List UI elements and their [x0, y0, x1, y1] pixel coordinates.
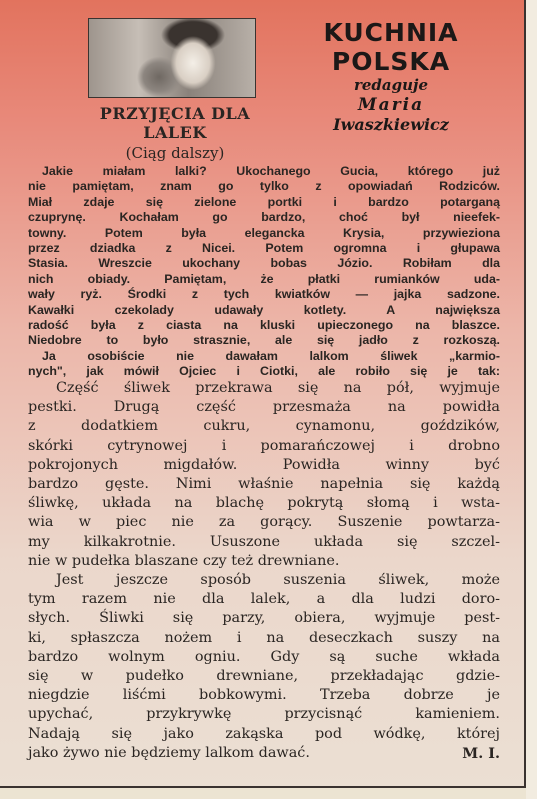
intro-line: radość była z ciasta na kluski upieczonego na blaszce.: [28, 318, 500, 333]
body-line: skórki cytrynowej i pomarańczowej i drobno: [28, 437, 500, 454]
column-title-line1: KUCHNIA: [323, 18, 459, 47]
body-line: Część śliwek przekrawa się na pół, wyjmuje: [56, 380, 500, 396]
intro-line: Stasia. Wreszcie ukochany bobas Józio. Robiłam dla: [28, 256, 500, 271]
page-edge: [526, 0, 537, 799]
body-line: z dodatkiem cukru, cynamonu, goździków,: [28, 418, 500, 435]
body-paragraph-2: [28, 571, 500, 590]
body-line: my kilkakrotnie. Ususzone układa się szczel-: [28, 533, 500, 550]
continued-note: (Ciąg dalszy): [125, 144, 225, 162]
intro-line: przez dziadka z Nicei. Potem ogromna i głupawa: [28, 241, 500, 256]
body-line: słych. Śliwki się parzy, obiera, wyjmuje pest-: [28, 610, 500, 627]
body-line: jako żywo nie będziemy lalkom dawać.: [28, 744, 310, 761]
author-initials: M. I.: [462, 744, 500, 762]
article-body: [28, 379, 500, 763]
body-line: upychać, przykrywkę przycisnąć kamieniem.: [28, 706, 500, 723]
intro-line: Jakie miałam lalki? Ukochanego Gucia, którego już: [42, 164, 500, 178]
body-paragraph-1: [28, 379, 500, 398]
body-line: bardzo wolnym ogniu. Gdy są suche wkłada: [28, 648, 500, 665]
body-line: nie w pudełka blaszane czy też drewniane.: [28, 552, 340, 569]
body-line: pokrojonych migdałów. Powidła winny być: [28, 456, 500, 473]
body-line: tym razem nie dla lalek, a dla ludzi doro-: [28, 591, 500, 608]
intro-line: nych", jak mówił Ojciec i Ciotki, ale robiło się je tak:: [28, 364, 500, 379]
headline-line2: LALEK: [143, 123, 207, 142]
column-title-line2: POLSKA: [331, 47, 451, 76]
column-masthead: [286, 18, 496, 135]
article-intro: [28, 164, 500, 380]
body-line: niegdzie liśćmi bobkowymi. Trzeba dobrze je: [28, 687, 500, 704]
body-line: pestki. Drugą część przesmaża na powidła: [28, 399, 500, 416]
intro-paragraph-2: [28, 349, 500, 364]
body-line: śliwkę, układa na blachę pokrytą słomą i wsta-: [28, 495, 500, 512]
intro-paragraph: [28, 164, 500, 179]
intro-line: nich obiady. Pamiętam, że płatki rumianków uda-: [28, 271, 500, 286]
author-photo: [88, 18, 256, 98]
intro-line: czuprynę. Kochałam go bardzo, choć był nieefek-: [28, 210, 500, 225]
intro-line: towny. Potem była elegancka Krysia, przywieziona: [28, 225, 500, 240]
body-line: się w pudełko drewniane, przekładając gdzie-: [28, 668, 500, 685]
intro-line: Kawałki czekolady udawały kotlety. A największa: [28, 302, 500, 317]
body-line: bardzo gęste. Nimi właśnie napełnia się każdą: [28, 476, 500, 493]
editor-first-name: Maria: [357, 95, 425, 115]
body-line: Jest jeszcze sposób suszenia śliwek, może: [56, 572, 500, 589]
intro-line: Miał zdaje się zielone portki i bardzo potarganą: [28, 194, 500, 209]
final-line: [28, 744, 500, 763]
article-headline: [70, 104, 280, 142]
intro-line: Niedobre to było strasznie, ale się jadło z rozkoszą.: [28, 333, 500, 348]
intro-line: wały ryż. Środki z tych kwiatków — jajka sadzone.: [28, 287, 500, 302]
edited-by-label: redaguje: [353, 76, 429, 94]
intro-line: Ja osobiście nie dawałam lalkom śliwek „karmio-: [42, 348, 500, 363]
body-line: ki, spłaszcza nożem i na deseczkach suszy na: [28, 629, 500, 646]
body-line: wia w piec nie za gorący. Suszenie powtarza-: [28, 514, 500, 531]
intro-line: nie pamiętam, znam go tylko z opowiadań Rodziców.: [28, 179, 500, 194]
body-line: Nadają się jako zakąska pod wódkę, której: [28, 725, 500, 742]
editor-last-name: Iwaszkiewicz: [333, 115, 449, 134]
headline-line1: PRZYJĘCIA DLA: [99, 104, 251, 123]
